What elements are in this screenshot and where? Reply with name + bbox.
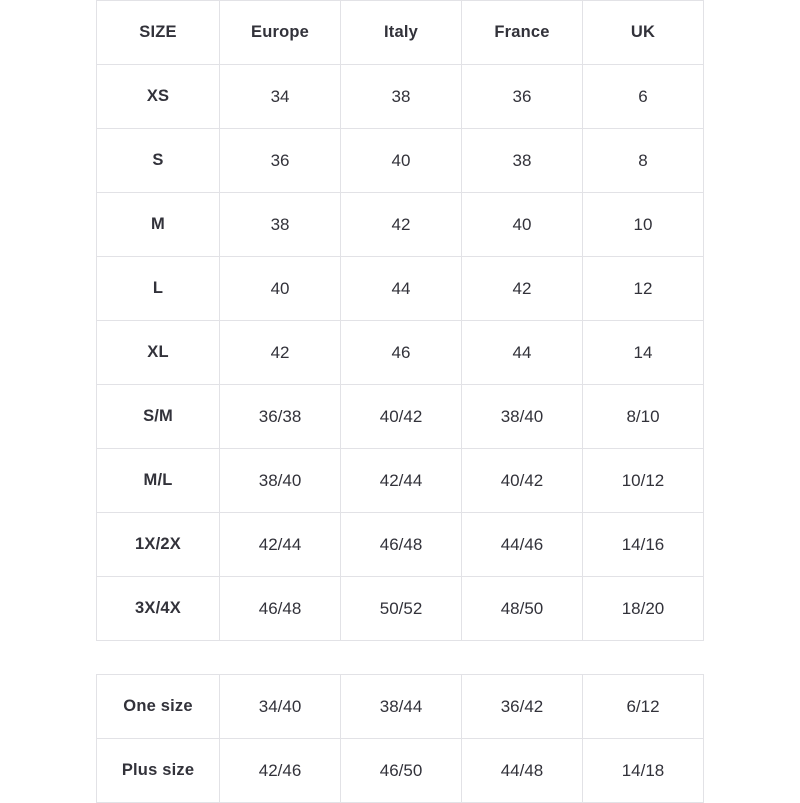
cell-europe: 42 (220, 321, 341, 385)
cell-italy: 38 (341, 65, 462, 129)
cell-uk: 10 (582, 193, 703, 257)
row-label: L (97, 257, 220, 321)
table-gap-divider (96, 641, 704, 674)
cell-italy: 38/44 (341, 675, 462, 739)
cell-europe: 38/40 (220, 449, 341, 513)
cell-france: 48/50 (462, 577, 583, 641)
cell-france: 44 (462, 321, 583, 385)
row-label: 3X/4X (97, 577, 220, 641)
cell-france: 40/42 (462, 449, 583, 513)
column-header-italy: Italy (341, 1, 462, 65)
cell-italy: 46 (341, 321, 462, 385)
one-size-table (96, 674, 704, 803)
cell-italy: 42/44 (341, 449, 462, 513)
cell-europe: 34 (220, 65, 341, 129)
cell-europe: 46/48 (220, 577, 341, 641)
cell-uk: 8/10 (582, 385, 703, 449)
column-header-size: SIZE (97, 1, 220, 65)
cell-france: 44/46 (462, 513, 583, 577)
cell-europe: 40 (220, 257, 341, 321)
row-label: One size (97, 675, 220, 739)
cell-france: 44/48 (462, 739, 583, 803)
table-row (97, 449, 704, 513)
cell-uk: 14 (582, 321, 703, 385)
row-label: M/L (97, 449, 220, 513)
cell-uk: 8 (582, 129, 703, 193)
cell-europe: 36 (220, 129, 341, 193)
cell-france: 38 (462, 129, 583, 193)
cell-italy: 40 (341, 129, 462, 193)
table-row (97, 129, 704, 193)
table-row (97, 675, 704, 739)
table-row (97, 385, 704, 449)
column-header-france: France (462, 1, 583, 65)
cell-europe: 34/40 (220, 675, 341, 739)
size-conversion-table (96, 0, 704, 641)
table-row (97, 577, 704, 641)
cell-france: 40 (462, 193, 583, 257)
cell-france: 38/40 (462, 385, 583, 449)
table-row (97, 513, 704, 577)
cell-italy: 46/48 (341, 513, 462, 577)
cell-uk: 6 (582, 65, 703, 129)
table-row (97, 193, 704, 257)
row-label: S (97, 129, 220, 193)
cell-europe: 38 (220, 193, 341, 257)
cell-europe: 36/38 (220, 385, 341, 449)
table-row (97, 257, 704, 321)
table-header-row (97, 1, 704, 65)
table-row (97, 739, 704, 803)
table-row (97, 321, 704, 385)
cell-italy: 46/50 (341, 739, 462, 803)
row-label: S/M (97, 385, 220, 449)
cell-italy: 40/42 (341, 385, 462, 449)
row-label: M (97, 193, 220, 257)
row-label: XS (97, 65, 220, 129)
cell-france: 42 (462, 257, 583, 321)
cell-france: 36 (462, 65, 583, 129)
cell-europe: 42/44 (220, 513, 341, 577)
cell-italy: 44 (341, 257, 462, 321)
column-header-uk: UK (582, 1, 703, 65)
cell-uk: 12 (582, 257, 703, 321)
cell-italy: 42 (341, 193, 462, 257)
cell-uk: 18/20 (582, 577, 703, 641)
row-label: 1X/2X (97, 513, 220, 577)
cell-uk: 14/16 (582, 513, 703, 577)
row-label: Plus size (97, 739, 220, 803)
cell-europe: 42/46 (220, 739, 341, 803)
cell-uk: 14/18 (582, 739, 703, 803)
cell-uk: 6/12 (582, 675, 703, 739)
cell-france: 36/42 (462, 675, 583, 739)
cell-uk: 10/12 (582, 449, 703, 513)
table-row (97, 65, 704, 129)
row-label: XL (97, 321, 220, 385)
column-header-europe: Europe (220, 1, 341, 65)
cell-italy: 50/52 (341, 577, 462, 641)
